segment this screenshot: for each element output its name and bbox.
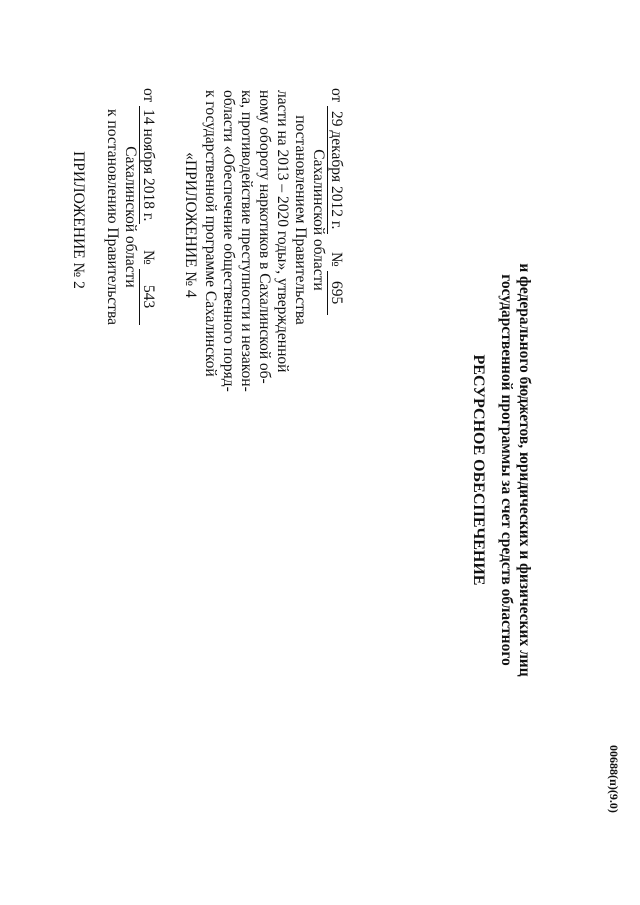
appendix-2-number-value: 543 bbox=[139, 269, 156, 325]
appendix-4-line-1: области «Обеспечение общественного поряд- bbox=[220, 90, 237, 392]
resource-heading-sub1: государственной программы за счет средств областного bbox=[498, 274, 515, 666]
appendix-4-title: «ПРИЛОЖЕНИЕ № 4 bbox=[182, 152, 199, 298]
appendix-4-date-value: 29 декабря 2012 г. bbox=[327, 106, 344, 234]
appendix-2-title: ПРИЛОЖЕНИЕ № 2 bbox=[70, 151, 87, 289]
footer-code: 00688(п)(9.0) bbox=[607, 745, 621, 813]
appendix-4-date-row bbox=[326, 88, 346, 348]
appendix-2-date-prefix: от bbox=[140, 88, 157, 103]
appendix-4-line-6: Сахалинской области bbox=[310, 149, 327, 291]
appendix-4-line-2: ка, противодействие преступности и незакон- bbox=[238, 90, 255, 392]
resource-heading-title: РЕСУРСНОЕ ОБЕСПЕЧЕНИЕ bbox=[470, 354, 487, 586]
appendix-4-line-4: ласти на 2013 – 2020 годы», утвержденной bbox=[274, 90, 291, 373]
appendix-2-line1: к постановлению Правительства bbox=[104, 109, 121, 325]
appendix-2-line2: Сахалинской области bbox=[122, 146, 139, 288]
appendix-2-number-sign: № bbox=[140, 249, 157, 265]
appendix-4-line-0: к государственной программе Сахалинской bbox=[202, 90, 219, 377]
appendix-4-date-prefix: от bbox=[328, 88, 345, 103]
appendix-2-date-row bbox=[138, 88, 158, 348]
appendix-4-line-3: ному обороту наркотиков в Сахалинской об- bbox=[256, 90, 273, 384]
appendix-4-number-value: 695 bbox=[327, 271, 344, 315]
resource-heading-sub2: и федерального бюджетов, юридических и физических лиц bbox=[516, 263, 533, 677]
appendix-4-number-sign: № bbox=[328, 251, 345, 267]
appendix-2-date-value: 14 ноября 2018 г. bbox=[139, 106, 156, 224]
appendix-4-line-5: постановлением Правительства bbox=[292, 115, 309, 325]
